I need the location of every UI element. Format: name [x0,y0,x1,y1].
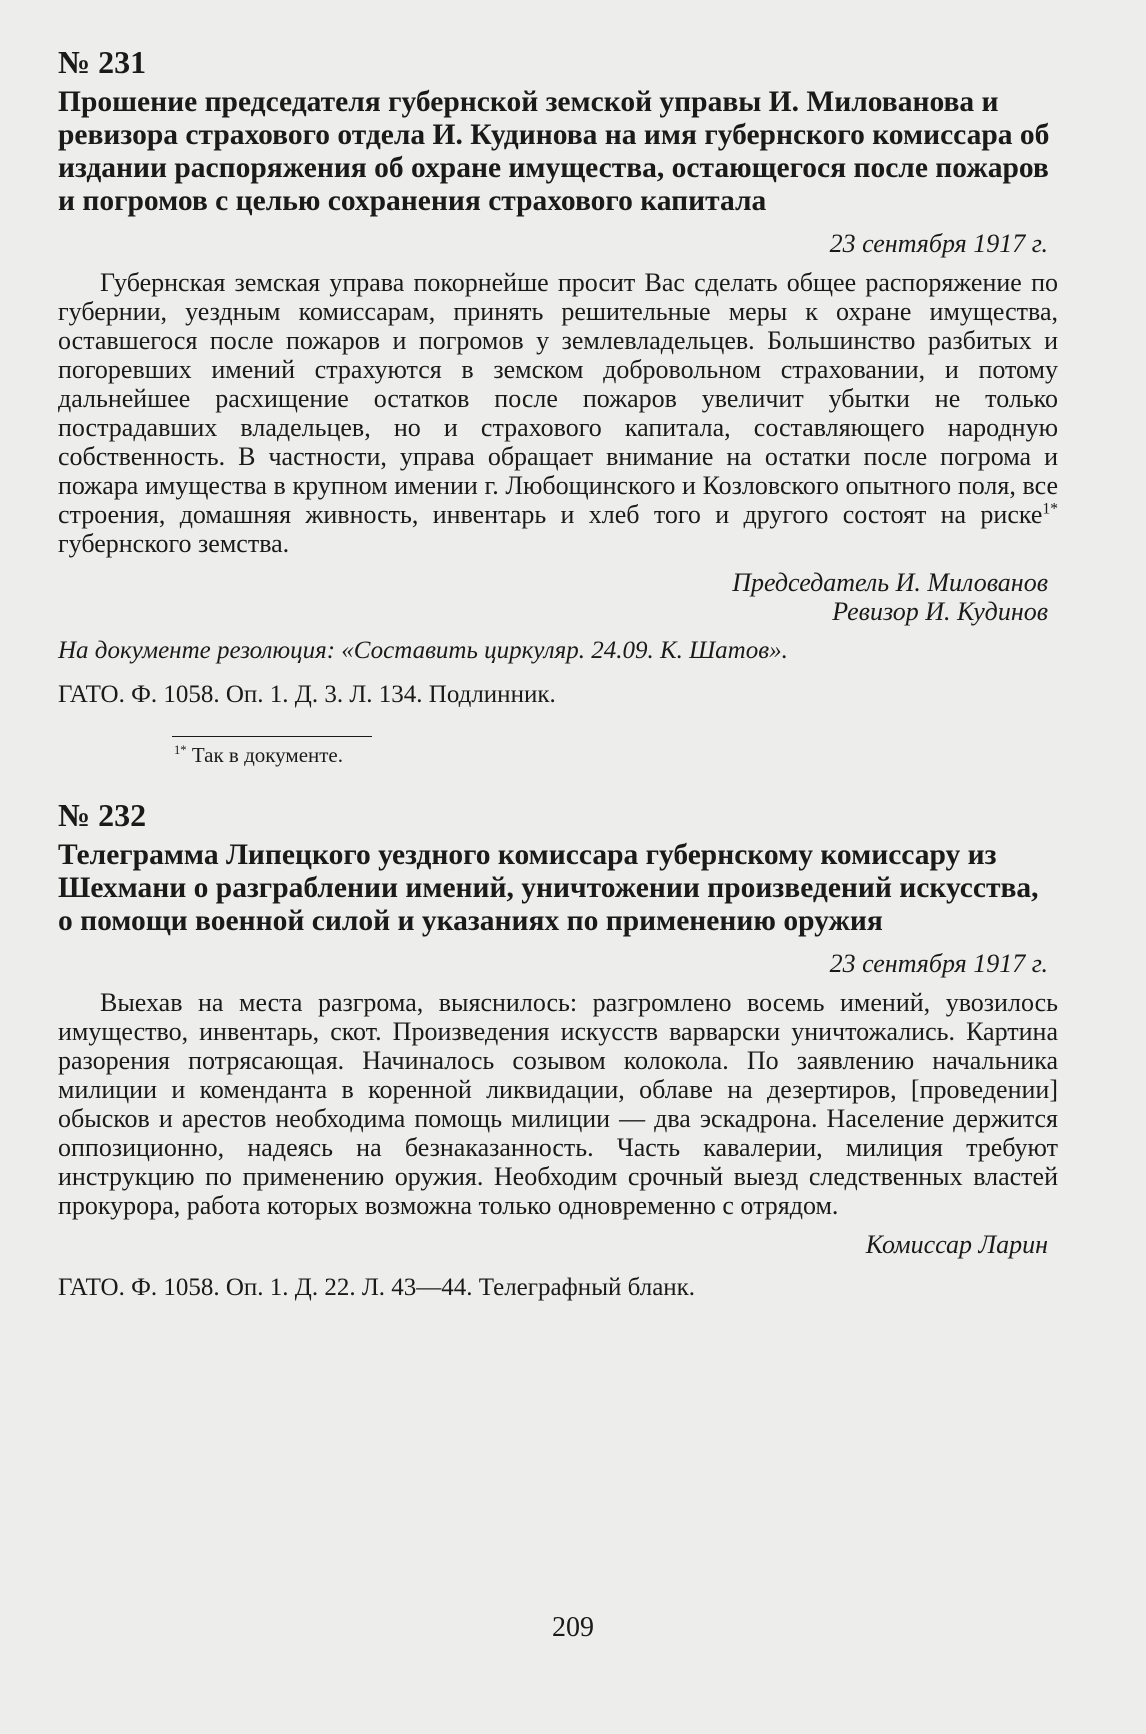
document-date: 23 сентября 1917 г. [829,949,1048,978]
footnote-text: Так в документе. [191,743,343,767]
footnote-marker-ref: 1* [174,743,187,757]
document-body: Выехав на места разгрома, выяснилось: разгромлено восемь имений, увозилось имущество, инвентарь, скот. Произведения искусств варварски уничтожались. Картина разорения потрясающая. Начиналось созывом колокола. По заявлению начальника милиции и коменданта в коренной ликвидации, облаве на дезертиров, [проведении] обысков и арестов необходима помощь милиции — два эскадрона. Население держится оппозиционно, надеясь на безнаказанность. Часть кавалерии, милиция требуют инструкцию по применению оружия. Необходим срочный выезд следственных властей прокурора, работа которых возможна только одновременно с отрядом. [58,988,1058,1220]
footnote-divider [172,736,372,737]
document-232 [58,795,1058,1303]
signature-auditor: Ревизор И. Кудинов [832,597,1048,626]
signature-block [58,1230,1048,1259]
resolution-note: На документе резолюция: «Составить циркуляр. 24.09. К. Шатов». [58,637,788,664]
signature-commissar: Комиссар Ларин [865,1230,1048,1259]
footnote-marker: 1* [1042,500,1058,518]
archive-source: ГАТО. Ф. 1058. Оп. 1. Д. 3. Л. 134. Подлинник. [58,681,556,708]
page-number: 209 [552,1612,594,1643]
document-number: № 231 [58,44,147,80]
document-body [58,268,1058,558]
document-231 [58,42,1058,769]
document-title: Телеграмма Липецкого уездного комиссара губернскому комиссару из Шехмани о разграблении имений, уничтожении произведений искусства, о помощи военной силой и указаниях по применению оружия [58,839,1039,937]
page-content [58,42,1058,1303]
signature-chairman: Председатель И. Милованов [732,568,1048,597]
body-text: Губернская земская управа покорнейше просит Вас сделать общее распоряжение по губернии, уездным комиссарам, принять решительные меры к охране имущества, оставшегося после пожаров и погромов у землевладельцев. Большинство разбитых и погоревших имений страхуются в земском добровольном страховании, и потому дальнейшее расхищение остатков после пожаров увеличит убытки не только пострадавших владельцев, но и страхового капитала, составляющего народную собственность. В частности, управа обращает внимание на остатки после погрома и пожара имущества в крупном имении г. Любощинского и Козловского опытного поля, все строения, домашняя живность, инвентарь и хлеб того и другого состоят на риске [58,268,1058,529]
body-text-end: губернского земства. [58,529,290,558]
signature-block [58,568,1048,626]
footnote [174,741,1058,769]
archive-source: ГАТО. Ф. 1058. Оп. 1. Д. 22. Л. 43—44. Телеграфный бланк. [58,1274,696,1301]
document-number: № 232 [58,797,147,833]
document-title: Прошение председателя губернской земской управы И. Милованова и ревизора страхового отдела И. Кудинова на имя губернского комиссара об издании распоряжения об охране имущества, остающегося после пожаров и погромов с целью сохранения страхового капитала [58,86,1050,217]
document-date: 23 сентября 1917 г. [829,229,1048,258]
